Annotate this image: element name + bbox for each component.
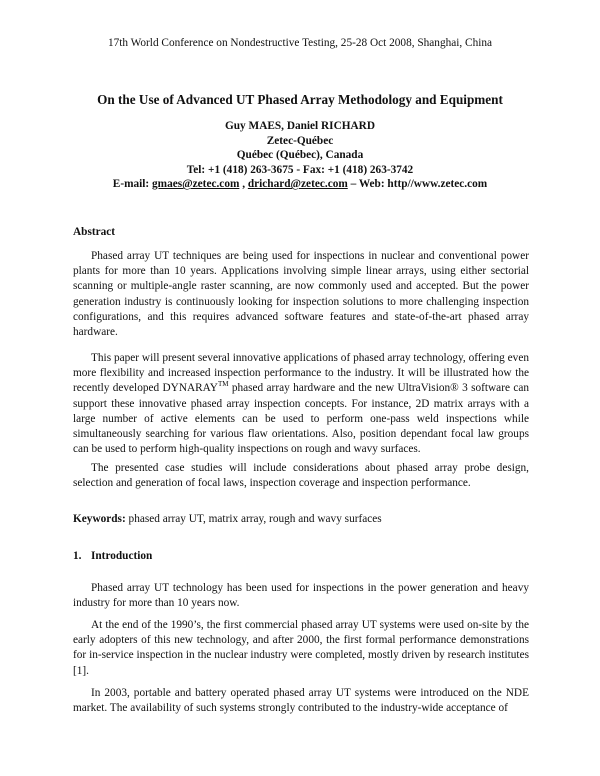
section-number: 1. — [73, 550, 82, 562]
keywords-text: phased array UT, matrix array, rough and wavy surfaces — [125, 513, 382, 525]
section-title: Introduction — [91, 550, 153, 562]
abstract-paragraph-3: The presented case studies will include considerations about phased array probe design, selection and generation of focal laws, inspection coverage and inspection performance. — [73, 462, 529, 490]
web-address: – Web: http//www.zetec.com — [347, 178, 488, 190]
affiliation: Zetec-Québec — [266, 134, 334, 147]
intro-paragraph-3: In 2003, portable and battery operated phased array UT systems were introduced on the NDE market. The availability of such systems strongly contributed to the industry-wide acceptance of — [73, 687, 529, 715]
contact-line — [0, 177, 600, 192]
conference-header: 17th World Conference on Nondestructive Testing, 25-28 Oct 2008, Shanghai, China — [107, 37, 493, 49]
email-separator: , — [239, 178, 248, 190]
author-block — [0, 119, 600, 192]
intro-paragraph-2: At the end of the 1990’s, the first commercial phased array UT systems were used on-site by the early adopters of this new technology, and after 2000, the first formal performance demonstrations for in-service inspection in the nuclear industry were completed, mostly driven by research institutes [1]. — [73, 619, 529, 677]
location: Québec (Québec), Canada — [236, 149, 364, 161]
email-label: E-mail: — [112, 178, 153, 190]
abstract-paragraph-1: Phased array UT techniques are being used for inspections in nuclear and conventional power plants for more than 10 years. Applications involving simple linear arrays, using either sectorial scanning or multiple-angle raster scanning, are now commonly used and accepted. But the power generation industry is continuously looking for inspection solutions to more challenging inspection configurations, and this requires advanced software features and state-of-the-art phased array hardware. — [73, 250, 529, 339]
abstract-paragraph-2 — [73, 351, 529, 457]
abstract-p2-start: This paper will present several innovative applications of phased array technology, offering even more flexibility and increased inspection performance to the industry. It will be illustrated how the recently developed DYNARAY — [73, 352, 529, 395]
trademark-symbol: TM — [217, 380, 229, 389]
authors: Guy MAES, Daniel RICHARD — [224, 120, 375, 132]
abstract-p2-end: phased array hardware and the new UltraVision® 3 software can support these innovative phased array inspection concepts. For instance, 2D matrix arrays with a large number of active elements can be used to perform one-pass weld inspections while simultaneously searching for various flaw orientations. Also, position dependant focal law groups can be used to perform high-quality inspections on rough and wavy surfaces. — [73, 382, 529, 456]
phone-fax: Tel: +1 (418) 263-3675 - Fax: +1 (418) 263-3742 — [186, 163, 414, 176]
keywords-label: Keywords: — [73, 513, 126, 525]
intro-paragraph-1: Phased array UT technology has been used for inspections in the power generation and heavy industry for more than 10 years now. — [73, 582, 529, 610]
introduction-heading — [73, 550, 152, 562]
email-link-richard[interactable]: drichard@zetec.com — [247, 178, 348, 190]
keywords-line — [73, 512, 529, 527]
abstract-heading: Abstract — [73, 226, 116, 238]
email-link-maes[interactable]: gmaes@zetec.com — [152, 178, 240, 190]
paper-title: On the Use of Advanced UT Phased Array Methodology and Equipment — [97, 92, 503, 107]
